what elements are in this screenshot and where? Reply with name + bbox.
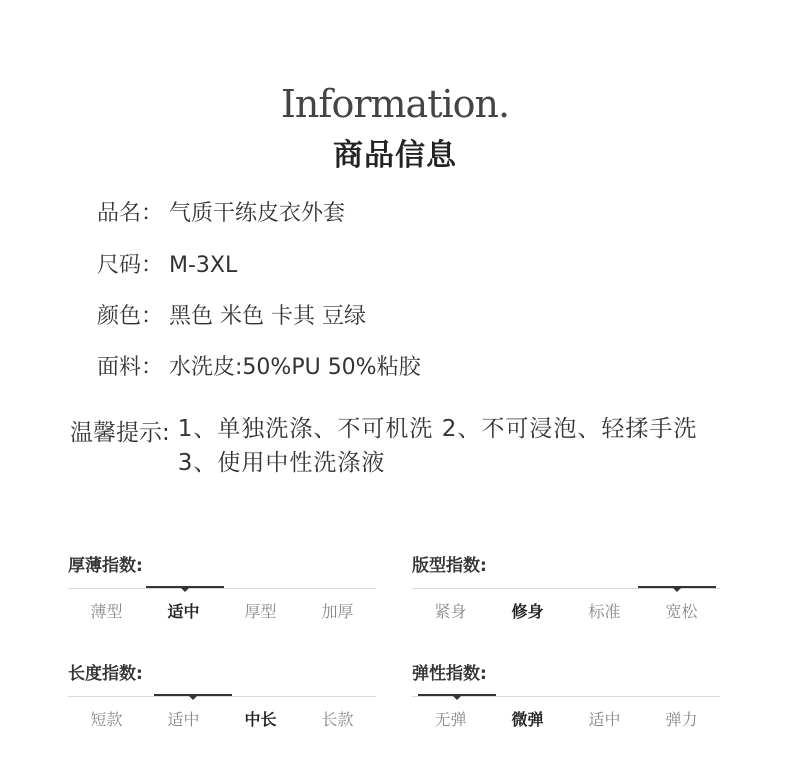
care-tip <box>70 412 750 480</box>
index-option: 薄型 <box>90 602 123 621</box>
info-label: 尺码： <box>97 253 164 278</box>
info-row-name <box>97 196 345 227</box>
index-option: 厚型 <box>244 602 277 621</box>
index-option: 无弹 <box>434 710 467 729</box>
index-option: 适中 <box>167 710 200 729</box>
info-value: M-3XL <box>169 253 238 278</box>
index-title: 版型指数: <box>412 556 487 576</box>
info-label: 品名： <box>97 201 164 226</box>
index-option: 适中 <box>588 710 621 729</box>
index-option: 标准 <box>588 602 621 621</box>
index-scale-line <box>68 696 376 697</box>
title-chinese: 商品信息 <box>333 138 457 173</box>
index-marker <box>154 694 232 696</box>
info-value: 黑色 米色 卡其 豆绿 <box>169 304 366 329</box>
index-title: 长度指数: <box>68 664 143 684</box>
length-index <box>68 659 376 730</box>
care-tip-text: 1、单独洗涤、不可机洗 2、不可浸泡、轻揉手洗 3、使用中性洗涤液 <box>177 416 698 476</box>
care-tip-label: 温馨提示: <box>70 420 170 446</box>
info-row-fabric <box>97 350 421 381</box>
index-option-selected: 微弹 <box>511 710 544 729</box>
fit-index <box>412 551 720 622</box>
info-row-color <box>97 299 366 330</box>
index-option: 短款 <box>90 710 123 729</box>
index-option-selected: 中长 <box>244 710 277 729</box>
info-value: 水洗皮:50%PU 50%粘胶 <box>169 355 421 380</box>
index-title: 厚薄指数: <box>68 556 143 576</box>
index-option: 宽松 <box>665 602 698 621</box>
index-option: 加厚 <box>321 602 354 621</box>
info-label: 颜色： <box>97 304 164 329</box>
elasticity-index <box>412 659 720 730</box>
index-option: 紧身 <box>434 602 467 621</box>
index-title: 弹性指数: <box>412 664 487 684</box>
thickness-index <box>68 551 376 622</box>
info-value: 气质干练皮衣外套 <box>169 201 346 226</box>
index-marker <box>638 586 716 588</box>
index-marker <box>146 586 224 588</box>
index-option-selected: 修身 <box>511 602 544 621</box>
index-option: 长款 <box>321 710 354 729</box>
index-scale-line <box>412 588 720 589</box>
title-english: Information. <box>280 82 510 126</box>
index-option: 弹力 <box>665 710 698 729</box>
index-scale-line <box>68 588 376 589</box>
index-scale-line <box>412 696 720 697</box>
info-label: 面料： <box>97 355 164 380</box>
info-row-size <box>97 248 237 279</box>
index-marker <box>418 694 496 696</box>
index-option-selected: 适中 <box>167 602 200 621</box>
